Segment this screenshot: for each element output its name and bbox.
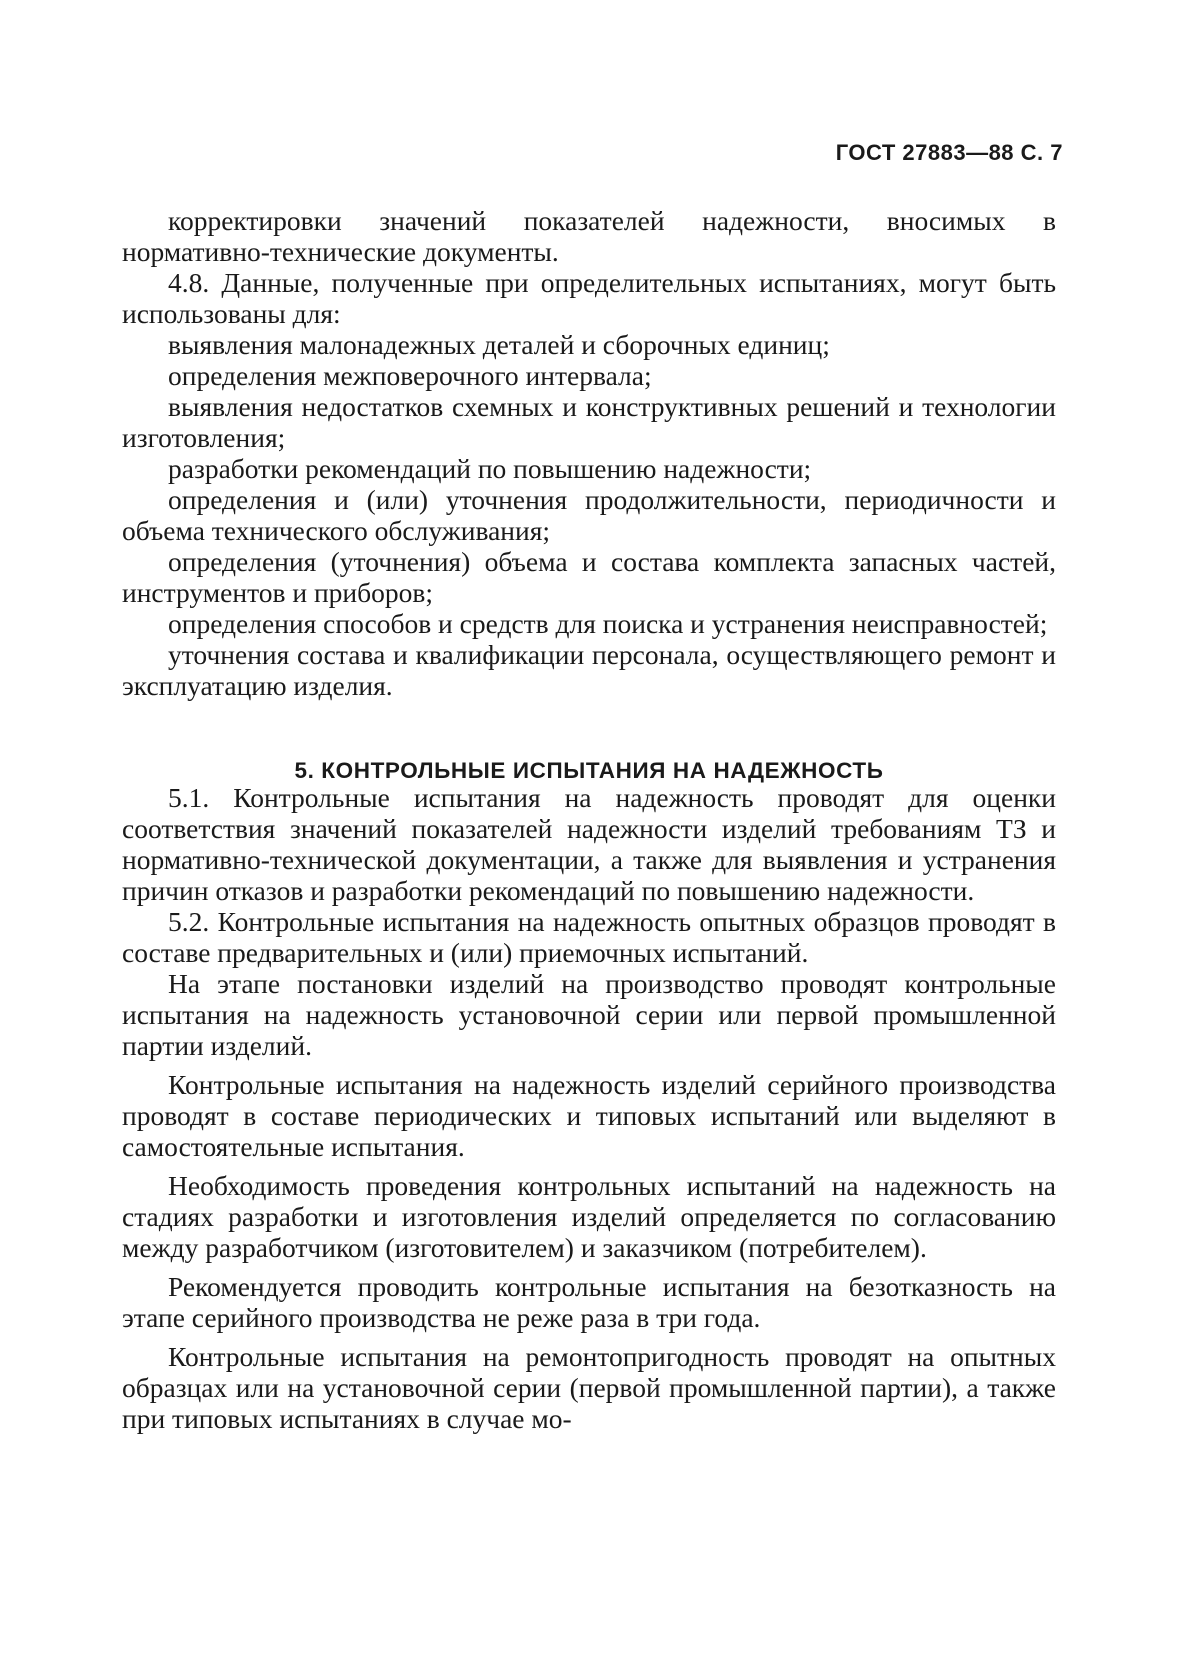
list-item: определения межповерочного интервала; — [168, 360, 652, 391]
list-item: выявления малонадежных деталей и сборочных единиц; — [168, 329, 830, 360]
paragraph: 4.8. Данные, полученные при определительных испытаниях, могут быть использованы для: — [122, 267, 1056, 329]
list-item: определения и (или) уточнения продолжительности, периодичности и объема технического обслуживания; — [122, 484, 1056, 546]
list-item: разработки рекомендаций по повышению надежности; — [168, 453, 812, 484]
list-item: уточнения состава и квалификации персонала, осуществляющего ремонт и эксплуатацию изделия. — [122, 639, 1056, 701]
paragraph: 5.2. Контрольные испытания на надежность опытных образцов проводят в составе предварительных и (или) приемочных испытаний. — [122, 906, 1056, 968]
paragraph: На этапе постановки изделий на производство проводят контрольные испытания на надежность установочной серии или первой промышленной партии изделий. — [122, 968, 1056, 1061]
section-4-continuation — [122, 205, 1056, 701]
running-header: ГОСТ 27883—88 С. 7 — [835, 140, 1063, 165]
list-item: определения (уточнения) объема и состава комплекта запасных частей, инструментов и приборов; — [122, 546, 1056, 608]
list-item: выявления недостатков схемных и конструктивных решений и технологии изготовления; — [122, 391, 1056, 453]
section-5-body — [122, 782, 1056, 1434]
list-item: определения способов и средств для поиска и устранения неисправностей; — [168, 608, 1048, 639]
paragraph: корректировки значений показателей надежности, вносимых в нормативно-технические документы. — [122, 205, 1056, 267]
section-heading: 5. КОНТРОЛЬНЫЕ ИСПЫТАНИЯ НА НАДЕЖНОСТЬ — [294, 758, 884, 783]
paragraph: Рекомендуется проводить контрольные испытания на безотказность на этапе серийного производства не реже раза в три года. — [122, 1271, 1056, 1333]
paragraph: Контрольные испытания на ремонтопригодность проводят на опытных образцах или на установочной серии (первой промышленной партии), а также при типовых испытаниях в случае мо- — [122, 1341, 1056, 1434]
paragraph: Контрольные испытания на надежность изделий серийного производства проводят в составе периодических и типовых испытаний или выделяют в самостоятельные испытания. — [122, 1069, 1056, 1162]
paragraph: 5.1. Контрольные испытания на надежность проводят для оценки соответствия значений показателей надежности изделий требованиям ТЗ и нормативно-технической документации, а также для выявления и устранения причин отказов и разработки рекомендаций по повышению надежности. — [122, 782, 1056, 906]
paragraph: Необходимость проведения контрольных испытаний на надежность на стадиях разработки и изготовления изделий определяется по согласованию между разработчиком (изготовителем) и заказчиком (потребителем). — [122, 1170, 1056, 1263]
